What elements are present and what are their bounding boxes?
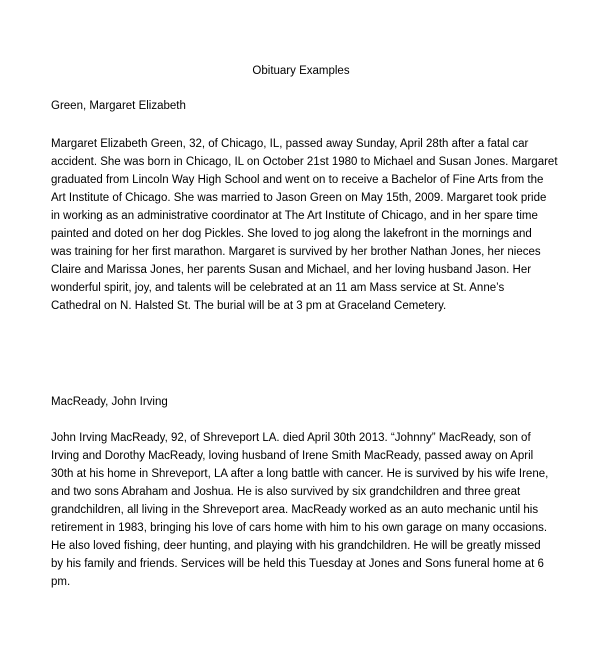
paragraph-line: 30th at his home in Shreveport, LA after a long battle with cancer. He is survived by his wife Irene, xyxy=(51,468,549,480)
entry-name-heading: MacReady, John Irving xyxy=(51,396,168,408)
entry-name-heading: Green, Margaret Elizabeth xyxy=(51,100,186,112)
paragraph-line: Margaret Elizabeth Green, 32, of Chicago, IL, passed away Sunday, April 28th after a fatal car xyxy=(51,138,529,150)
paragraph-line: accident. She was born in Chicago, IL on October 21st 1980 to Michael and Susan Jones. Margaret xyxy=(51,156,558,168)
paragraph-line: He also loved fishing, deer hunting, and playing with his grandchildren. He will be greatly missed xyxy=(51,540,541,552)
paragraph-line: graduated from Lincoln Way High School and went on to receive a Bachelor of Fine Arts from the xyxy=(51,174,544,186)
paragraph-line: Art Institute of Chicago. She was married to Jason Green on May 15th, 2009. Margaret took pride xyxy=(51,192,547,204)
paragraph-line: and two sons Abraham and Joshua. He is also survived by six grandchildren and three great xyxy=(51,486,521,498)
paragraph-line: Claire and Marissa Jones, her parents Susan and Michael, and her loving husband Jason. Her xyxy=(51,264,532,276)
paragraph-line: was training for her first marathon. Margaret is survived by her brother Nathan Jones, her nieces xyxy=(51,246,541,258)
paragraph-line: pm. xyxy=(51,576,71,588)
entry-paragraph xyxy=(51,429,551,591)
paragraph-line: John Irving MacReady, 92, of Shreveport LA. died April 30th 2013. “Johnny” MacReady, son of xyxy=(51,432,531,444)
document-title: Obituary Examples xyxy=(252,65,350,77)
paragraph-line: painted and doted on her dog Pickles. She loved to jog along the lakefront in the mornings and xyxy=(51,228,532,240)
paragraph-line: by his family and friends. Services will be held this Tuesday at Jones and Sons funeral home at 6 xyxy=(51,558,544,570)
paragraph-line: Cathedral on N. Halsted St. The burial will be at 3 pm at Graceland Cemetery. xyxy=(51,300,447,312)
paragraph-line: grandchildren, all living in the Shreveport area. MacReady worked as an auto mechanic until his xyxy=(51,504,539,516)
paragraph-line: in working as an administrative coordinator at The Art Institute of Chicago, and in her spare time xyxy=(51,210,538,222)
paragraph-line: Irving and Dorothy MacReady, loving husband of Irene Smith MacReady, passed away on April xyxy=(51,450,534,462)
paragraph-line: retirement in 1983, bringing his love of cars home with him to his own garage on many occasions. xyxy=(51,522,548,534)
paragraph-line: wonderful spirit, joy, and talents will be celebrated at an 11 am Mass service at St. Anne’s xyxy=(51,282,505,294)
entry-paragraph xyxy=(51,135,558,315)
